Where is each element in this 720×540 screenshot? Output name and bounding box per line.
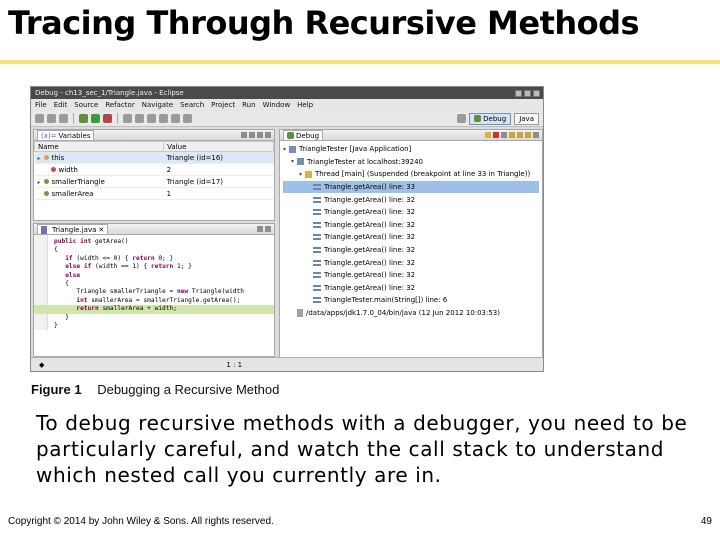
stack-frame-item[interactable] [283, 244, 539, 257]
code-line: public int getArea() [54, 238, 129, 245]
minimize-icon[interactable] [515, 90, 522, 97]
figure-caption [31, 382, 279, 397]
view-menu-icon[interactable] [241, 132, 247, 138]
variable-value: 2 [164, 164, 274, 176]
table-row[interactable]: ▸ smallerTriangle Triangle (id=17) [35, 176, 274, 188]
variable-value: Triangle (id=16) [164, 152, 274, 164]
stack-frame-item[interactable] [283, 181, 539, 194]
tree-item-label: Thread [main] (Suspended (breakpoint at line 33 in Triangle)) [315, 170, 531, 179]
menu-source[interactable]: Source [74, 101, 99, 109]
close-icon[interactable] [533, 90, 540, 97]
forward-icon[interactable] [183, 114, 192, 123]
main-toolbar [31, 111, 543, 127]
maximize-icon[interactable] [524, 90, 531, 97]
editor-view [33, 223, 275, 357]
stack-frame-icon [313, 247, 321, 253]
stack-frame-icon [313, 272, 321, 278]
perspective-java-button[interactable] [514, 113, 539, 125]
figure-caption-text: Debugging a Recursive Method [97, 382, 280, 397]
java-file-icon [41, 226, 47, 234]
print-icon[interactable] [59, 114, 68, 123]
menu-help[interactable]: Help [297, 101, 314, 109]
tree-item-label: Triangle.getArea() line: 32 [324, 220, 416, 229]
debug-run-icon[interactable] [79, 114, 88, 123]
stack-frame-item[interactable] [283, 219, 539, 232]
code-line: else if (width == 1) { return 1; } [65, 263, 192, 271]
thread-item[interactable] [283, 168, 539, 181]
run-icon[interactable] [91, 114, 100, 123]
process-icon [297, 309, 303, 317]
window-titlebar [31, 87, 543, 99]
tree-item-label: Triangle.getArea() line: 32 [324, 246, 416, 255]
debug-call-stack-tree [280, 141, 542, 321]
open-type-icon[interactable] [123, 114, 132, 123]
variables-view [33, 129, 275, 221]
open-perspective-icon[interactable] [457, 114, 466, 123]
bug-icon [474, 115, 481, 122]
table-row[interactable]: ▸ this Triangle (id=16) [35, 152, 274, 164]
tree-item[interactable] [283, 156, 539, 169]
debug-view [279, 129, 543, 371]
status-icon: ◆ [39, 360, 45, 369]
copyright-footer: Copyright © 2014 by John Wiley & Sons. All rights reserved. [8, 516, 274, 527]
next-annotation-icon[interactable] [159, 114, 168, 123]
menu-search[interactable]: Search [180, 101, 205, 109]
search-icon[interactable] [135, 114, 144, 123]
maximize-view-icon[interactable] [265, 132, 271, 138]
code-line: { [54, 246, 58, 254]
stack-frame-item[interactable] [283, 193, 539, 206]
local-variable-icon [44, 191, 49, 196]
minimize-view-icon[interactable] [257, 132, 263, 138]
bug-icon [287, 132, 294, 139]
window-title: Debug - ch13_sec_1/Triangle.java - Eclipse [35, 89, 184, 97]
step-return-icon[interactable] [525, 132, 531, 138]
stack-frame-item[interactable] [283, 269, 539, 282]
menu-file[interactable]: File [35, 101, 47, 109]
status-bar [31, 357, 543, 371]
tree-item[interactable] [283, 143, 539, 156]
menu-project[interactable]: Project [211, 101, 236, 109]
tree-item-label: Triangle.getArea() line: 32 [324, 233, 416, 242]
code-line: int smallerArea = smallerTriangle.getArea(); [76, 296, 241, 304]
menu-navigate[interactable]: Navigate [141, 101, 174, 109]
title-underline [0, 60, 720, 64]
column-header-name[interactable]: Name [35, 142, 164, 152]
code-line: if (width <= 0) { return 0; } [65, 254, 174, 262]
stack-frame-icon [313, 209, 321, 215]
perspective-debug-label: Debug [483, 114, 507, 123]
cursor-position: 1 : 1 [226, 360, 243, 369]
tree-item-label: Triangle.getArea() line: 32 [324, 258, 416, 267]
step-into-icon[interactable] [509, 132, 515, 138]
variable-value: Triangle (id=17) [164, 176, 274, 188]
debug-tab-label: Debug [296, 131, 320, 140]
maximize-view-icon[interactable] [265, 226, 271, 232]
stack-frame-icon [313, 297, 321, 303]
menu-bar [31, 99, 543, 111]
code-editor[interactable] [34, 235, 274, 330]
page-number: 49 [700, 516, 712, 527]
application-icon [297, 158, 304, 165]
variable-name: smallerArea [51, 189, 94, 198]
external-tools-icon[interactable] [103, 114, 112, 123]
eclipse-screenshot [30, 86, 544, 372]
application-icon [289, 146, 296, 153]
editor-tab-label: Triangle.java [52, 225, 97, 234]
menu-run[interactable]: Run [242, 101, 256, 109]
editor-tab[interactable] [37, 224, 108, 234]
menu-edit[interactable]: Edit [53, 101, 68, 109]
view-menu-icon[interactable] [533, 132, 539, 138]
figure-label: Figure 1 [31, 382, 82, 397]
stack-frame-item[interactable] [283, 282, 539, 295]
tree-item-label: Triangle.getArea() line: 32 [324, 283, 416, 292]
resume-icon[interactable] [485, 132, 491, 138]
tree-item-label: /data/apps/jdk1.7.0_04/bin/java (12 Jun 2012 10:03:53) [306, 309, 500, 318]
thread-icon [305, 171, 312, 178]
variable-value: 1 [164, 188, 274, 200]
stack-frame-item[interactable] [283, 294, 539, 307]
stack-frame-icon [313, 285, 321, 291]
step-over-icon[interactable] [517, 132, 523, 138]
variables-tab-label: Variables [58, 131, 91, 140]
stack-frame-item[interactable] [283, 206, 539, 219]
tree-item-label: Triangle.getArea() line: 33 [324, 183, 416, 192]
stack-frame-icon [313, 234, 321, 240]
slide-body-text: To debug recursive methods with a debugger, you need to be particularly careful, and watch the call stack to understand which nested call you currently are in. [36, 411, 688, 487]
tree-item-label: TriangleTester.main(String[]) line: 6 [324, 296, 448, 305]
code-line: return smallerArea + width; [34, 305, 274, 313]
save-icon[interactable] [47, 114, 56, 123]
expand-toggle-icon[interactable]: ▾ [283, 145, 287, 153]
expand-toggle-icon[interactable]: ▾ [291, 158, 295, 166]
tree-item-label: Triangle.getArea() line: 32 [324, 195, 416, 204]
prev-annotation-icon[interactable] [147, 114, 156, 123]
minimize-view-icon[interactable] [257, 226, 263, 232]
code-line: } [54, 313, 69, 321]
back-icon[interactable] [171, 114, 180, 123]
menu-refactor[interactable]: Refactor [105, 101, 135, 109]
variable-name: width [58, 165, 78, 174]
stack-frame-icon [313, 260, 321, 266]
stack-frame-icon [313, 197, 321, 203]
debug-tab[interactable] [283, 130, 323, 140]
variable-name: smallerTriangle [51, 177, 105, 186]
collapse-all-icon[interactable] [249, 132, 255, 138]
variables-tab[interactable]: (x)= Variables [37, 130, 94, 140]
tree-item-label: Triangle.getArea() line: 32 [324, 208, 416, 217]
field-icon [44, 155, 49, 160]
column-header-value[interactable]: Value [164, 142, 274, 152]
tree-item-label: TriangleTester [Java Application] [299, 145, 412, 154]
code-line: } [54, 321, 58, 329]
new-file-icon[interactable] [35, 114, 44, 123]
close-tab-icon[interactable]: ✕ [98, 225, 105, 234]
code-line: Triangle smallerTriangle = new Triangle(width [54, 288, 245, 296]
perspective-java-label: Java [519, 114, 534, 123]
menu-window[interactable]: Window [262, 101, 291, 109]
expand-toggle-icon[interactable]: ▾ [299, 170, 303, 178]
perspective-debug-button[interactable] [469, 113, 511, 125]
stack-frame-icon [313, 222, 321, 228]
field-icon [51, 167, 56, 172]
code-line: else [65, 271, 81, 279]
variables-table [34, 141, 274, 200]
toolbar-divider [117, 113, 118, 124]
tree-item-label: TriangleTester at localhost:39240 [307, 157, 423, 166]
tree-item[interactable] [283, 307, 539, 320]
terminate-icon[interactable] [493, 132, 499, 138]
variable-name: this [51, 153, 65, 162]
code-line: { [54, 279, 69, 287]
local-variable-icon [44, 179, 49, 184]
slide-title: Tracing Through Recursive Methods [8, 4, 640, 42]
toolbar-divider [73, 113, 74, 124]
stack-frame-item[interactable] [283, 256, 539, 269]
stack-frame-icon [313, 184, 321, 190]
stack-frame-item[interactable] [283, 231, 539, 244]
disconnect-icon[interactable] [501, 132, 507, 138]
tree-item-label: Triangle.getArea() line: 32 [324, 271, 416, 280]
table-row[interactable] [35, 164, 274, 176]
table-row[interactable] [35, 188, 274, 200]
